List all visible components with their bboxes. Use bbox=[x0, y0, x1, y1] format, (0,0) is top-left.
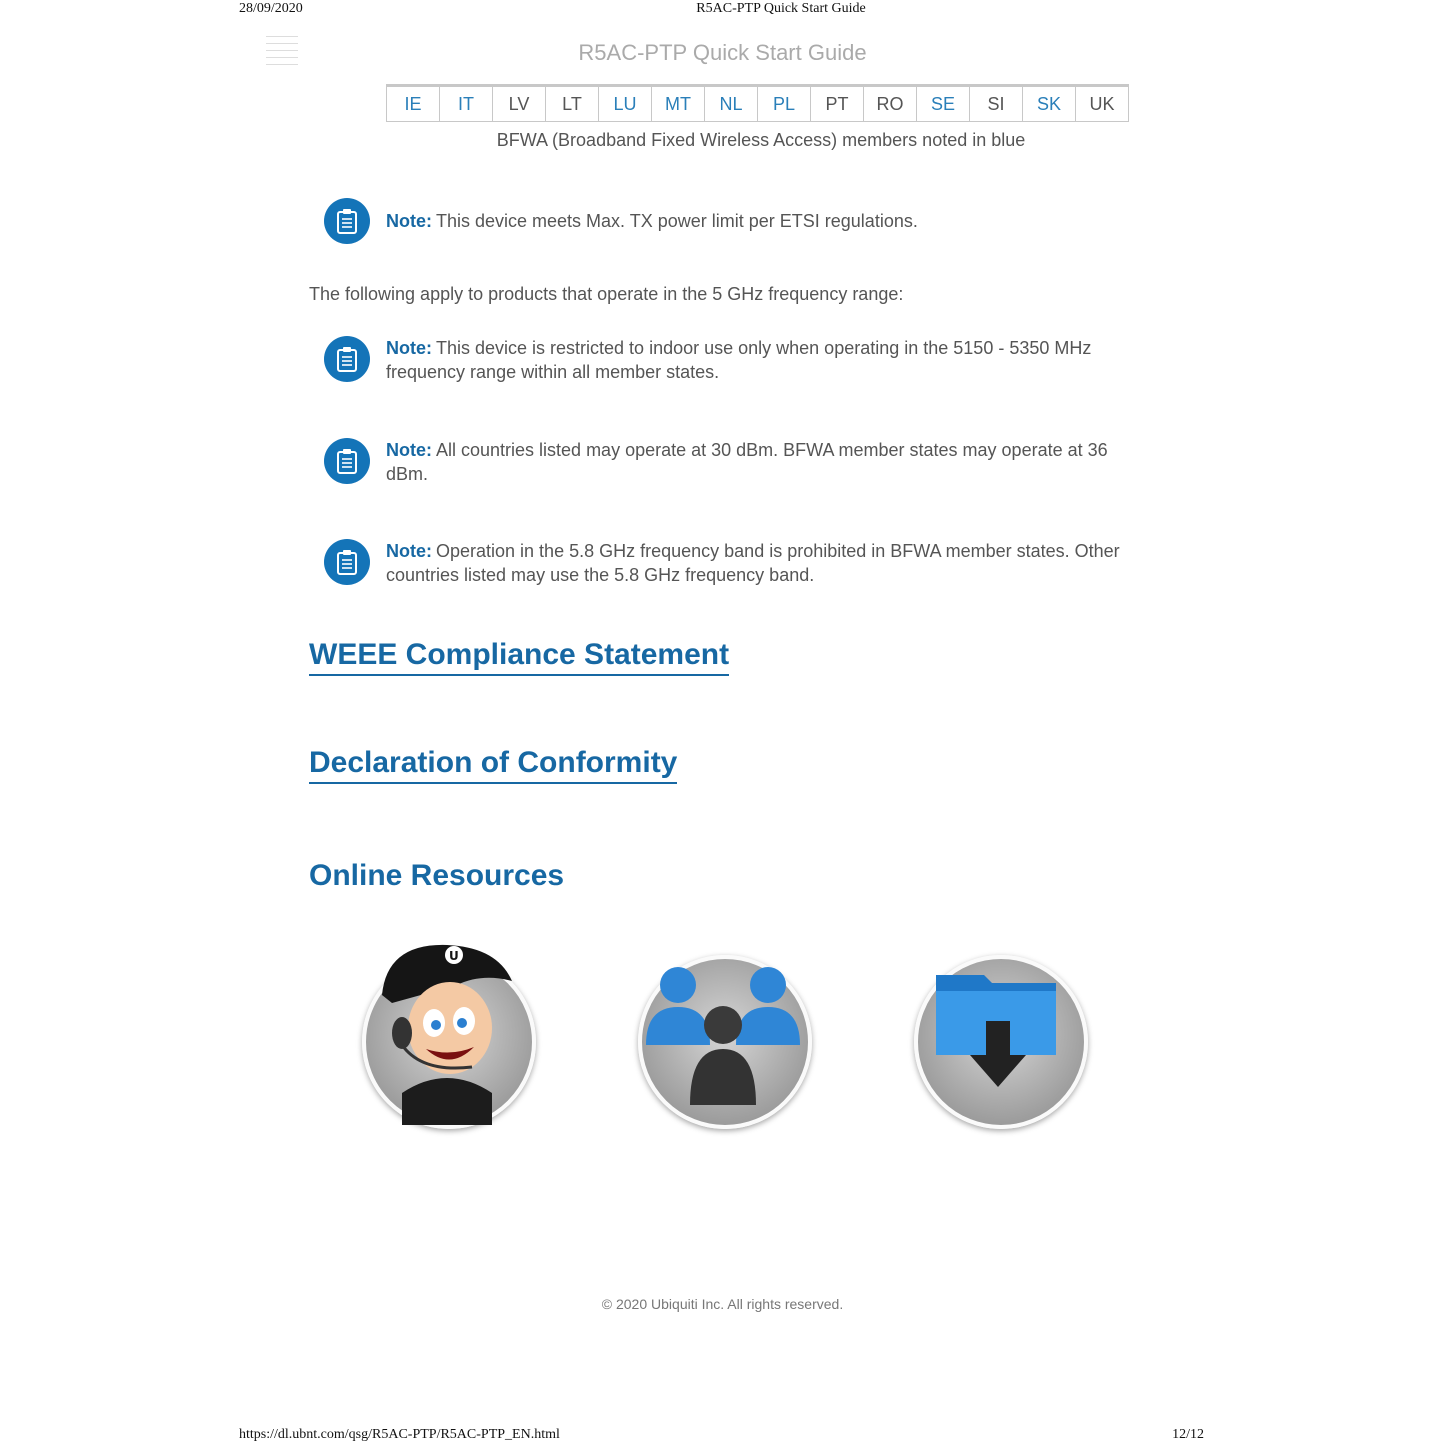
note-icon bbox=[324, 336, 370, 382]
print-footer bbox=[0, 1427, 1445, 1445]
bfwa-caption: BFWA (Broadband Fixed Wireless Access) members noted in blue bbox=[496, 130, 1026, 150]
note-icon bbox=[324, 539, 370, 585]
note-indoor bbox=[324, 336, 1144, 384]
svg-text:U: U bbox=[449, 949, 459, 963]
paragraph-5ghz: The following apply to products that operate in the 5 GHz frequency range: bbox=[309, 284, 904, 304]
support-mascot-icon[interactable] bbox=[362, 949, 532, 1125]
note-text: This device is restricted to indoor use only when operating in the 5150 - 5350 MHz frequency range within all member states. bbox=[386, 338, 1092, 382]
country-cell: SI bbox=[970, 86, 1023, 122]
print-header bbox=[0, 1, 1445, 19]
note-text: This device meets Max. TX power limit per ETSI regulations. bbox=[436, 211, 918, 231]
country-cell: IT bbox=[440, 86, 493, 122]
downloads-icon[interactable] bbox=[914, 955, 1084, 1125]
note-tx-power bbox=[324, 198, 1144, 244]
country-cell: PL bbox=[758, 86, 811, 122]
country-cell: UK bbox=[1076, 86, 1129, 122]
country-cell: IE bbox=[387, 86, 440, 122]
country-table bbox=[386, 84, 1129, 122]
country-cell: PT bbox=[811, 86, 864, 122]
community-icon[interactable] bbox=[638, 955, 808, 1125]
note-icon bbox=[324, 438, 370, 484]
note-label: Note: bbox=[386, 440, 432, 460]
print-url: https://dl.ubnt.com/qsg/R5AC-PTP/R5AC-PTP_EN.html bbox=[239, 1427, 560, 1442]
section-weee[interactable]: WEEE Compliance Statement bbox=[309, 638, 729, 676]
note-dbm bbox=[324, 438, 1144, 486]
country-cell: NL bbox=[705, 86, 758, 122]
note-text: Operation in the 5.8 GHz frequency band is prohibited in BFWA member states. Other countries listed may use the 5.8 GHz frequency band. bbox=[386, 541, 1120, 585]
section-online-resources: Online Resources bbox=[309, 859, 565, 892]
copyright: © 2020 Ubiquiti Inc. All rights reserved. bbox=[601, 1296, 844, 1312]
doc-title: R5AC-PTP Quick Start Guide bbox=[578, 40, 867, 65]
country-row bbox=[387, 86, 1129, 122]
country-cell: MT bbox=[652, 86, 705, 122]
note-label: Note: bbox=[386, 338, 432, 358]
note-icon bbox=[324, 198, 370, 244]
country-cell: LV bbox=[493, 86, 546, 122]
print-page-number: 12/12 bbox=[1172, 1427, 1204, 1442]
country-cell: RO bbox=[864, 86, 917, 122]
print-page-title: R5AC-PTP Quick Start Guide bbox=[696, 1, 866, 16]
country-cell: LT bbox=[546, 86, 599, 122]
print-date: 28/09/2020 bbox=[239, 1, 303, 16]
note-label: Note: bbox=[386, 211, 432, 231]
note-text: All countries listed may operate at 30 dBm. BFWA member states may operate at 36 dBm. bbox=[386, 440, 1108, 484]
section-declaration-of-conformity[interactable]: Declaration of Conformity bbox=[309, 746, 677, 784]
note-label: Note: bbox=[386, 541, 432, 561]
country-cell: LU bbox=[599, 86, 652, 122]
note-58ghz bbox=[324, 539, 1144, 587]
country-cell: SK bbox=[1023, 86, 1076, 122]
country-cell: SE bbox=[917, 86, 970, 122]
